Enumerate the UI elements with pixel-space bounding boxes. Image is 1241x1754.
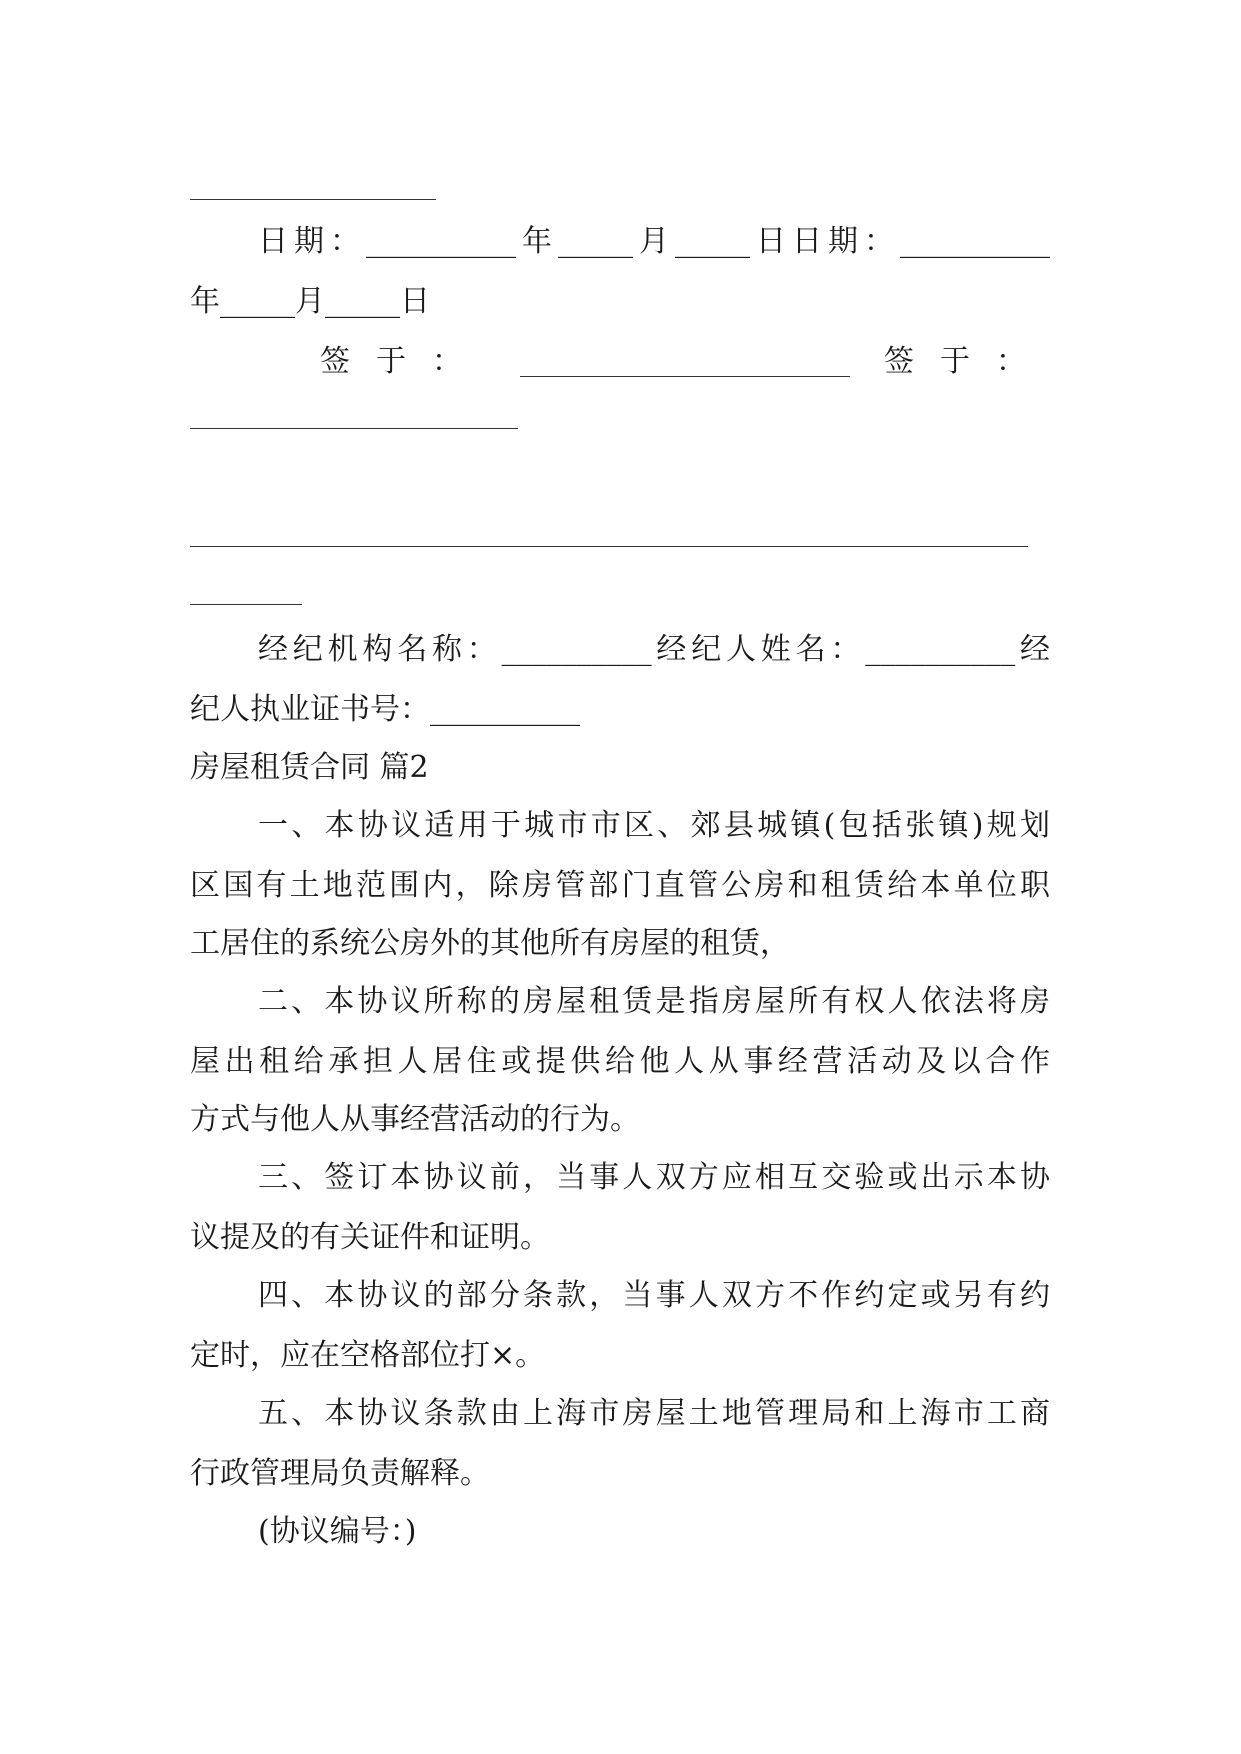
sign-label-b: 签于： (884, 344, 1052, 379)
section-heading: 房屋租赁合同 篇2 (190, 750, 429, 785)
clause-5-line-1: 五、本协议条款由上海市房屋土地管理局和上海市工商 (258, 1396, 1050, 1431)
clause-1-line-2: 区国有土地范围内，除房管部门直管公房和租赁给本单位职 (190, 868, 1050, 903)
sign-blank-a (520, 376, 850, 377)
agent-line-1: 经纪机构名称：__________经纪人姓名：__________经 (258, 632, 1050, 667)
clause-3-line-1: 三、签订本协议前，当事人双方应相互交验或出示本协 (258, 1160, 1050, 1195)
clause-1-line-1: 一、本协议适用于城市市区、郊县城镇(包括张镇)规划 (258, 808, 1050, 843)
agreement-number: (协议编号：) (258, 1514, 417, 1549)
signature-rule-short (190, 604, 302, 605)
clause-3-line-2: 议提及的有关证件和证明。 (190, 1220, 550, 1255)
agent-line-2: 纪人执业证书号：__________ (190, 692, 580, 727)
clause-4-line-1: 四、本协议的部分条款，当事人双方不作约定或另有约 (258, 1278, 1050, 1313)
sign-blank-b (190, 428, 518, 429)
clause-4-line-2: 定时，应在空格部位打×。 (190, 1338, 546, 1373)
clause-5-line-2: 行政管理局负责解释。 (190, 1456, 490, 1491)
signature-rule-long (190, 546, 1028, 547)
date-line-1: 日期：__________年_____月_____日日期：__________ (258, 224, 1050, 259)
clause-2-line-3: 方式与他人从事经营活动的行为。 (190, 1102, 640, 1137)
sign-label-a: 签于： (320, 344, 488, 379)
clause-1-line-3: 工居住的系统公房外的其他所有房屋的租赁， (190, 926, 790, 961)
signature-rule-top (190, 199, 436, 200)
clause-2-line-2: 屋出租给承担人居住或提供给他人从事经营活动及以合作 (190, 1044, 1050, 1079)
date-line-2: 年_____月_____日 (190, 284, 430, 319)
clause-2-line-1: 二、本协议所称的房屋租赁是指房屋所有权人依法将房 (258, 984, 1050, 1019)
